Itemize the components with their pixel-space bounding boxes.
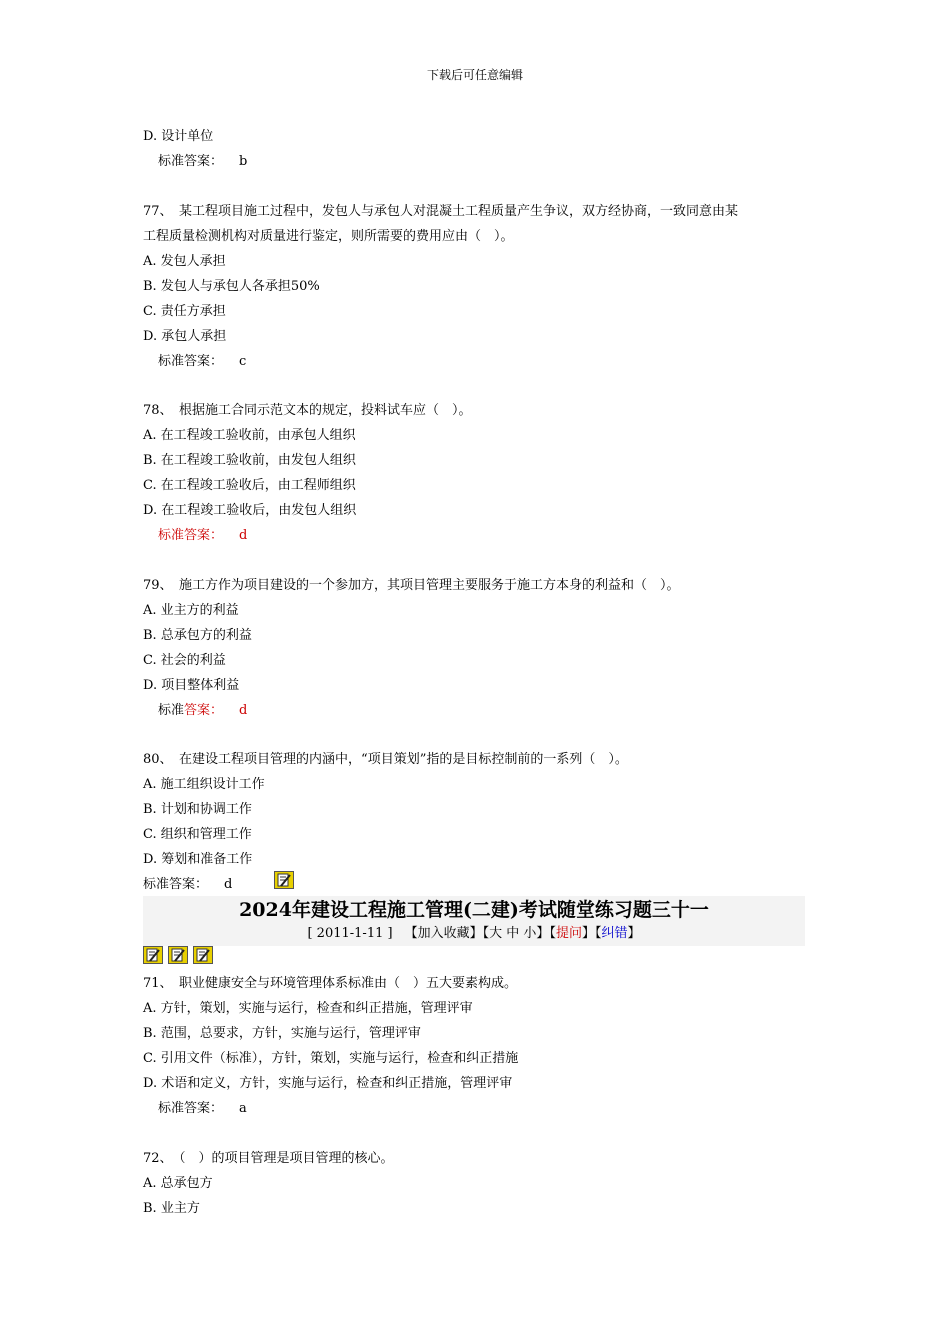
answer-value: c xyxy=(239,354,247,369)
q71-option-a: A. 方针，策划，实施与运行，检查和纠正措施，管理评审 xyxy=(143,1001,473,1016)
answer-value: b xyxy=(239,154,248,169)
q80-stem: 80、 在建设工程项目管理的内涵中，“项目策划”指的是目标控制前的一系列（ ）。 xyxy=(143,752,628,767)
q71-stem: 71、 职业健康安全与环境管理体系标准由（ ）五大要素构成。 xyxy=(143,976,518,991)
font-size-small-link[interactable]: 小 xyxy=(523,926,537,941)
answer-label: 标准答案： xyxy=(143,877,209,892)
answer-label: 标准答案： xyxy=(158,154,224,169)
q72-option-b: B. 业主方 xyxy=(143,1201,200,1216)
q78-option-d: D. 在工程竣工验收后，由发包人组织 xyxy=(143,503,357,518)
q78-answer xyxy=(158,527,247,545)
q78-stem: 78、 根据施工合同示范文本的规定，投料试车应（ ）。 xyxy=(143,403,472,418)
report-error-link[interactable]: 纠错 xyxy=(601,926,628,941)
ask-question-link[interactable]: 提问 xyxy=(555,926,582,941)
q79-option-d: D. 项目整体利益 xyxy=(143,678,240,693)
fix-bracket-close: 】 xyxy=(627,926,641,941)
q78-option-b: B. 在工程竣工验收前，由发包人组织 xyxy=(143,453,356,468)
q71-option-b: B. 范围，总要求，方针，实施与运行，管理评审 xyxy=(143,1026,421,1041)
article-title: 2024年建设工程施工管理(二建)考试随堂练习题三十一 xyxy=(239,899,709,921)
q78-option-c: C. 在工程竣工验收后，由工程师组织 xyxy=(143,478,356,493)
q71-option-c: C. 引用文件（标准），方针，策划，实施与运行，检查和纠正措施 xyxy=(143,1051,519,1066)
q80-option-a: A. 施工组织设计工作 xyxy=(143,777,265,792)
pencil-paper-icon[interactable] xyxy=(193,946,213,964)
ask-bracket-open: 【 xyxy=(549,926,556,941)
q77-option-a: A. 发包人承担 xyxy=(143,254,226,269)
q72-option-a: A. 总承包方 xyxy=(143,1176,213,1191)
q80-option-c: C. 组织和管理工作 xyxy=(143,827,252,842)
q77-stem-line2: 工程质量检测机构对质量进行鉴定，则所需要的费用应由（ ）。 xyxy=(143,229,514,244)
q79-option-b: B. 总承包方的利益 xyxy=(143,628,252,643)
q78-option-a: A. 在工程竣工验收前，由承包人组织 xyxy=(143,428,356,443)
answer-value: d xyxy=(239,528,248,543)
answer-value: a xyxy=(239,1101,247,1116)
answer-value: d xyxy=(239,703,248,718)
answer-label: 标准答案： xyxy=(158,528,224,543)
answer-label-part2: 答案： xyxy=(184,703,224,718)
size-bracket-open: 【 xyxy=(482,926,490,941)
font-size-large-link[interactable]: 大 xyxy=(489,926,503,941)
article-date: [ 2011-1-11 ] xyxy=(307,926,393,941)
pencil-paper-icon[interactable] xyxy=(143,946,163,964)
q72-stem: 72、 （ ）的项目管理是项目管理的核心。 xyxy=(143,1151,394,1166)
q77-option-d: D. 承包人承担 xyxy=(143,329,227,344)
add-favorite-link[interactable]: 【加入收藏】 xyxy=(404,926,483,941)
q79-option-a: A. 业主方的利益 xyxy=(143,603,239,618)
q79-answer xyxy=(158,702,247,720)
ask-bracket-close: 】 xyxy=(581,926,595,941)
answer-value: d xyxy=(224,877,233,892)
q76-answer xyxy=(158,153,247,171)
q77-answer xyxy=(158,353,246,371)
page-header: 下载后可任意编辑 xyxy=(426,68,523,82)
size-bracket-close: 】 xyxy=(536,926,550,941)
q71-option-d: D. 术语和定义，方针，实施与运行，检查和纠正措施，管理评审 xyxy=(143,1076,513,1091)
q80-option-b: B. 计划和协调工作 xyxy=(143,802,252,817)
q79-stem: 79、 施工方作为项目建设的一个参加方，其项目管理主要服务于施工方本身的利益和（ ）。 xyxy=(143,578,680,593)
q80-option-d: D. 筹划和准备工作 xyxy=(143,852,253,867)
font-size-medium-link[interactable]: 中 xyxy=(506,926,520,941)
q77-stem-line1: 77、 某工程项目施工过程中，发包人与承包人对混凝土工程质量产生争议，双方经协商，一致同意由某 xyxy=(143,204,739,219)
q77-option-c: C. 责任方承担 xyxy=(143,304,226,319)
pencil-paper-icon[interactable] xyxy=(168,946,188,964)
answer-label: 标准答案： xyxy=(158,354,224,369)
answer-label: 标准答案： xyxy=(158,1101,224,1116)
q79-option-c: C. 社会的利益 xyxy=(143,653,226,668)
pencil-paper-icon[interactable] xyxy=(274,871,294,889)
q76-option-d: D. 设计单位 xyxy=(143,129,214,144)
fix-bracket-open: 【 xyxy=(594,926,602,941)
q71-answer xyxy=(158,1100,247,1118)
q80-answer xyxy=(143,876,232,894)
q77-option-b: B. 发包人与承包人各承担50% xyxy=(143,279,320,294)
article-meta xyxy=(143,925,805,943)
answer-label-part1: 标准 xyxy=(158,703,185,718)
